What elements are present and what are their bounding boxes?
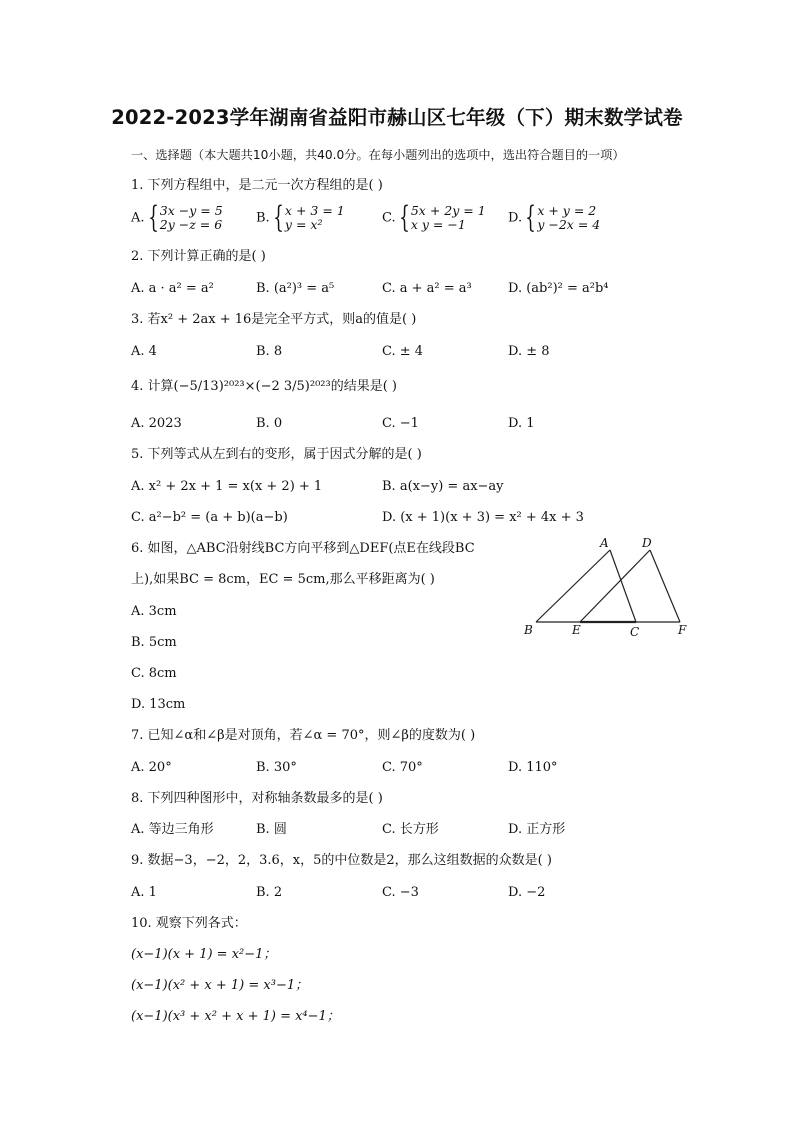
q6-option-b[interactable]: B. 5cm [131, 635, 177, 650]
label-f: F [678, 623, 687, 637]
exam-title: 2022-2023学年湖南省益阳市赫山区七年级（下）期末数学试卷 [111, 106, 683, 129]
question-9-stem: 9. 数据−3，−2，2，3.6，x，5的中位数是2，那么这组数据的众数是( ) [131, 853, 552, 868]
question-5-stem: 5. 下列等式从左到右的变形，属于因式分解的是( ) [131, 447, 422, 462]
segment-ab [536, 550, 610, 622]
q10-identity-1: (x−1)(x + 1) = x²−1； [131, 947, 277, 962]
q4-option-d[interactable]: D. 1 [508, 416, 535, 431]
q2-option-d[interactable]: D. (ab²)² = a²b⁴ [508, 281, 609, 296]
q4-option-c[interactable]: C. −1 [382, 416, 419, 431]
q10-identity-2: (x−1)(x² + x + 1) = x³−1； [131, 978, 309, 993]
label-b: B [524, 623, 533, 637]
segment-ac [610, 550, 636, 622]
q1-option-a[interactable]: A. { 3x −y = 5 2y −z = 6 [131, 200, 223, 235]
q7-option-a[interactable]: A. 20° [131, 760, 172, 775]
q8-option-c[interactable]: C. 长方形 [382, 822, 439, 837]
label-c: C [630, 625, 640, 639]
q5-option-a[interactable]: A. x² + 2x + 1 = x(x + 2) + 1 [131, 479, 323, 494]
q7-option-b[interactable]: B. 30° [256, 760, 297, 775]
question-4-stem: 4. 计算(−5/13)²⁰²³×(−2 3/5)²⁰²³的结果是( ) [131, 379, 397, 394]
question-2-stem: 2. 下列计算正确的是( ) [131, 249, 266, 264]
q1-option-b[interactable]: B. { x + 3 = 1 y = x² [256, 200, 345, 235]
label-e: E [572, 623, 581, 637]
segment-de [580, 550, 650, 622]
q5-option-c[interactable]: C. a²−b² = (a + b)(a−b) [131, 510, 288, 525]
question-6-stem-line1: 6. 如图，△ABC沿射线BC方向平移到△DEF(点E在线段BC [131, 541, 475, 556]
q9-option-c[interactable]: C. −3 [382, 885, 419, 900]
question-8-stem: 8. 下列四种图形中，对称轴条数最多的是( ) [131, 791, 383, 806]
q6-option-d[interactable]: D. 13cm [131, 697, 186, 712]
q6-option-c[interactable]: C. 8cm [131, 666, 177, 681]
question-3-stem: 3. 若x² + 2ax + 16是完全平方式，则a的值是( ) [131, 312, 417, 327]
q9-option-b[interactable]: B. 2 [256, 885, 283, 900]
q8-option-a[interactable]: A. 等边三角形 [131, 822, 214, 837]
question-7-stem: 7. 已知∠α和∠β是对顶角，若∠α = 70°，则∠β的度数为( ) [131, 728, 476, 743]
q8-option-b[interactable]: B. 圆 [256, 822, 287, 837]
q7-option-d[interactable]: D. 110° [508, 760, 558, 775]
q4-option-b[interactable]: B. 0 [256, 416, 283, 431]
q2-option-a[interactable]: A. a · a² = a² [131, 281, 214, 296]
q1-option-d[interactable]: D. { x + y = 2 y −2x = 4 [508, 200, 601, 235]
q8-option-d[interactable]: D. 正方形 [508, 822, 566, 837]
q6-option-a[interactable]: A. 3cm [131, 604, 177, 619]
q9-option-a[interactable]: A. 1 [131, 885, 157, 900]
question-1-stem: 1. 下列方程组中，是二元一次方程组的是( ) [131, 178, 383, 193]
section-heading: 一、选择题（本大题共10小题，共40.0分。在每小题列出的选项中，选出符合题目的一项） [131, 148, 625, 162]
label-d: D [642, 536, 652, 550]
q7-option-c[interactable]: C. 70° [382, 760, 423, 775]
q4-option-a[interactable]: A. 2023 [131, 416, 182, 431]
q5-option-b[interactable]: B. a(x−y) = ax−ay [382, 479, 504, 494]
question-6-stem-line2: 上),如果BC = 8cm，EC = 5cm,那么平移距离为( ) [131, 572, 435, 587]
q2-option-c[interactable]: C. a + a² = a³ [382, 281, 472, 296]
q10-identity-3: (x−1)(x³ + x² + x + 1) = x⁴−1； [131, 1009, 340, 1024]
question-10-stem: 10. 观察下列各式： [131, 916, 247, 931]
q3-option-b[interactable]: B. 8 [256, 344, 283, 359]
q5-option-d[interactable]: D. (x + 1)(x + 3) = x² + 4x + 3 [382, 510, 584, 525]
q3-option-a[interactable]: A. 4 [131, 344, 157, 359]
q9-option-d[interactable]: D. −2 [508, 885, 546, 900]
label-a: A [600, 536, 609, 550]
segment-df [650, 550, 680, 622]
translation-figure [518, 536, 698, 642]
q2-option-b[interactable]: B. (a²)³ = a⁵ [256, 281, 335, 296]
q1-option-c[interactable]: C. { 5x + 2y = 1 x y = −1 [382, 200, 486, 235]
q3-option-d[interactable]: D. ± 8 [508, 344, 550, 359]
q3-option-c[interactable]: C. ± 4 [382, 344, 424, 359]
